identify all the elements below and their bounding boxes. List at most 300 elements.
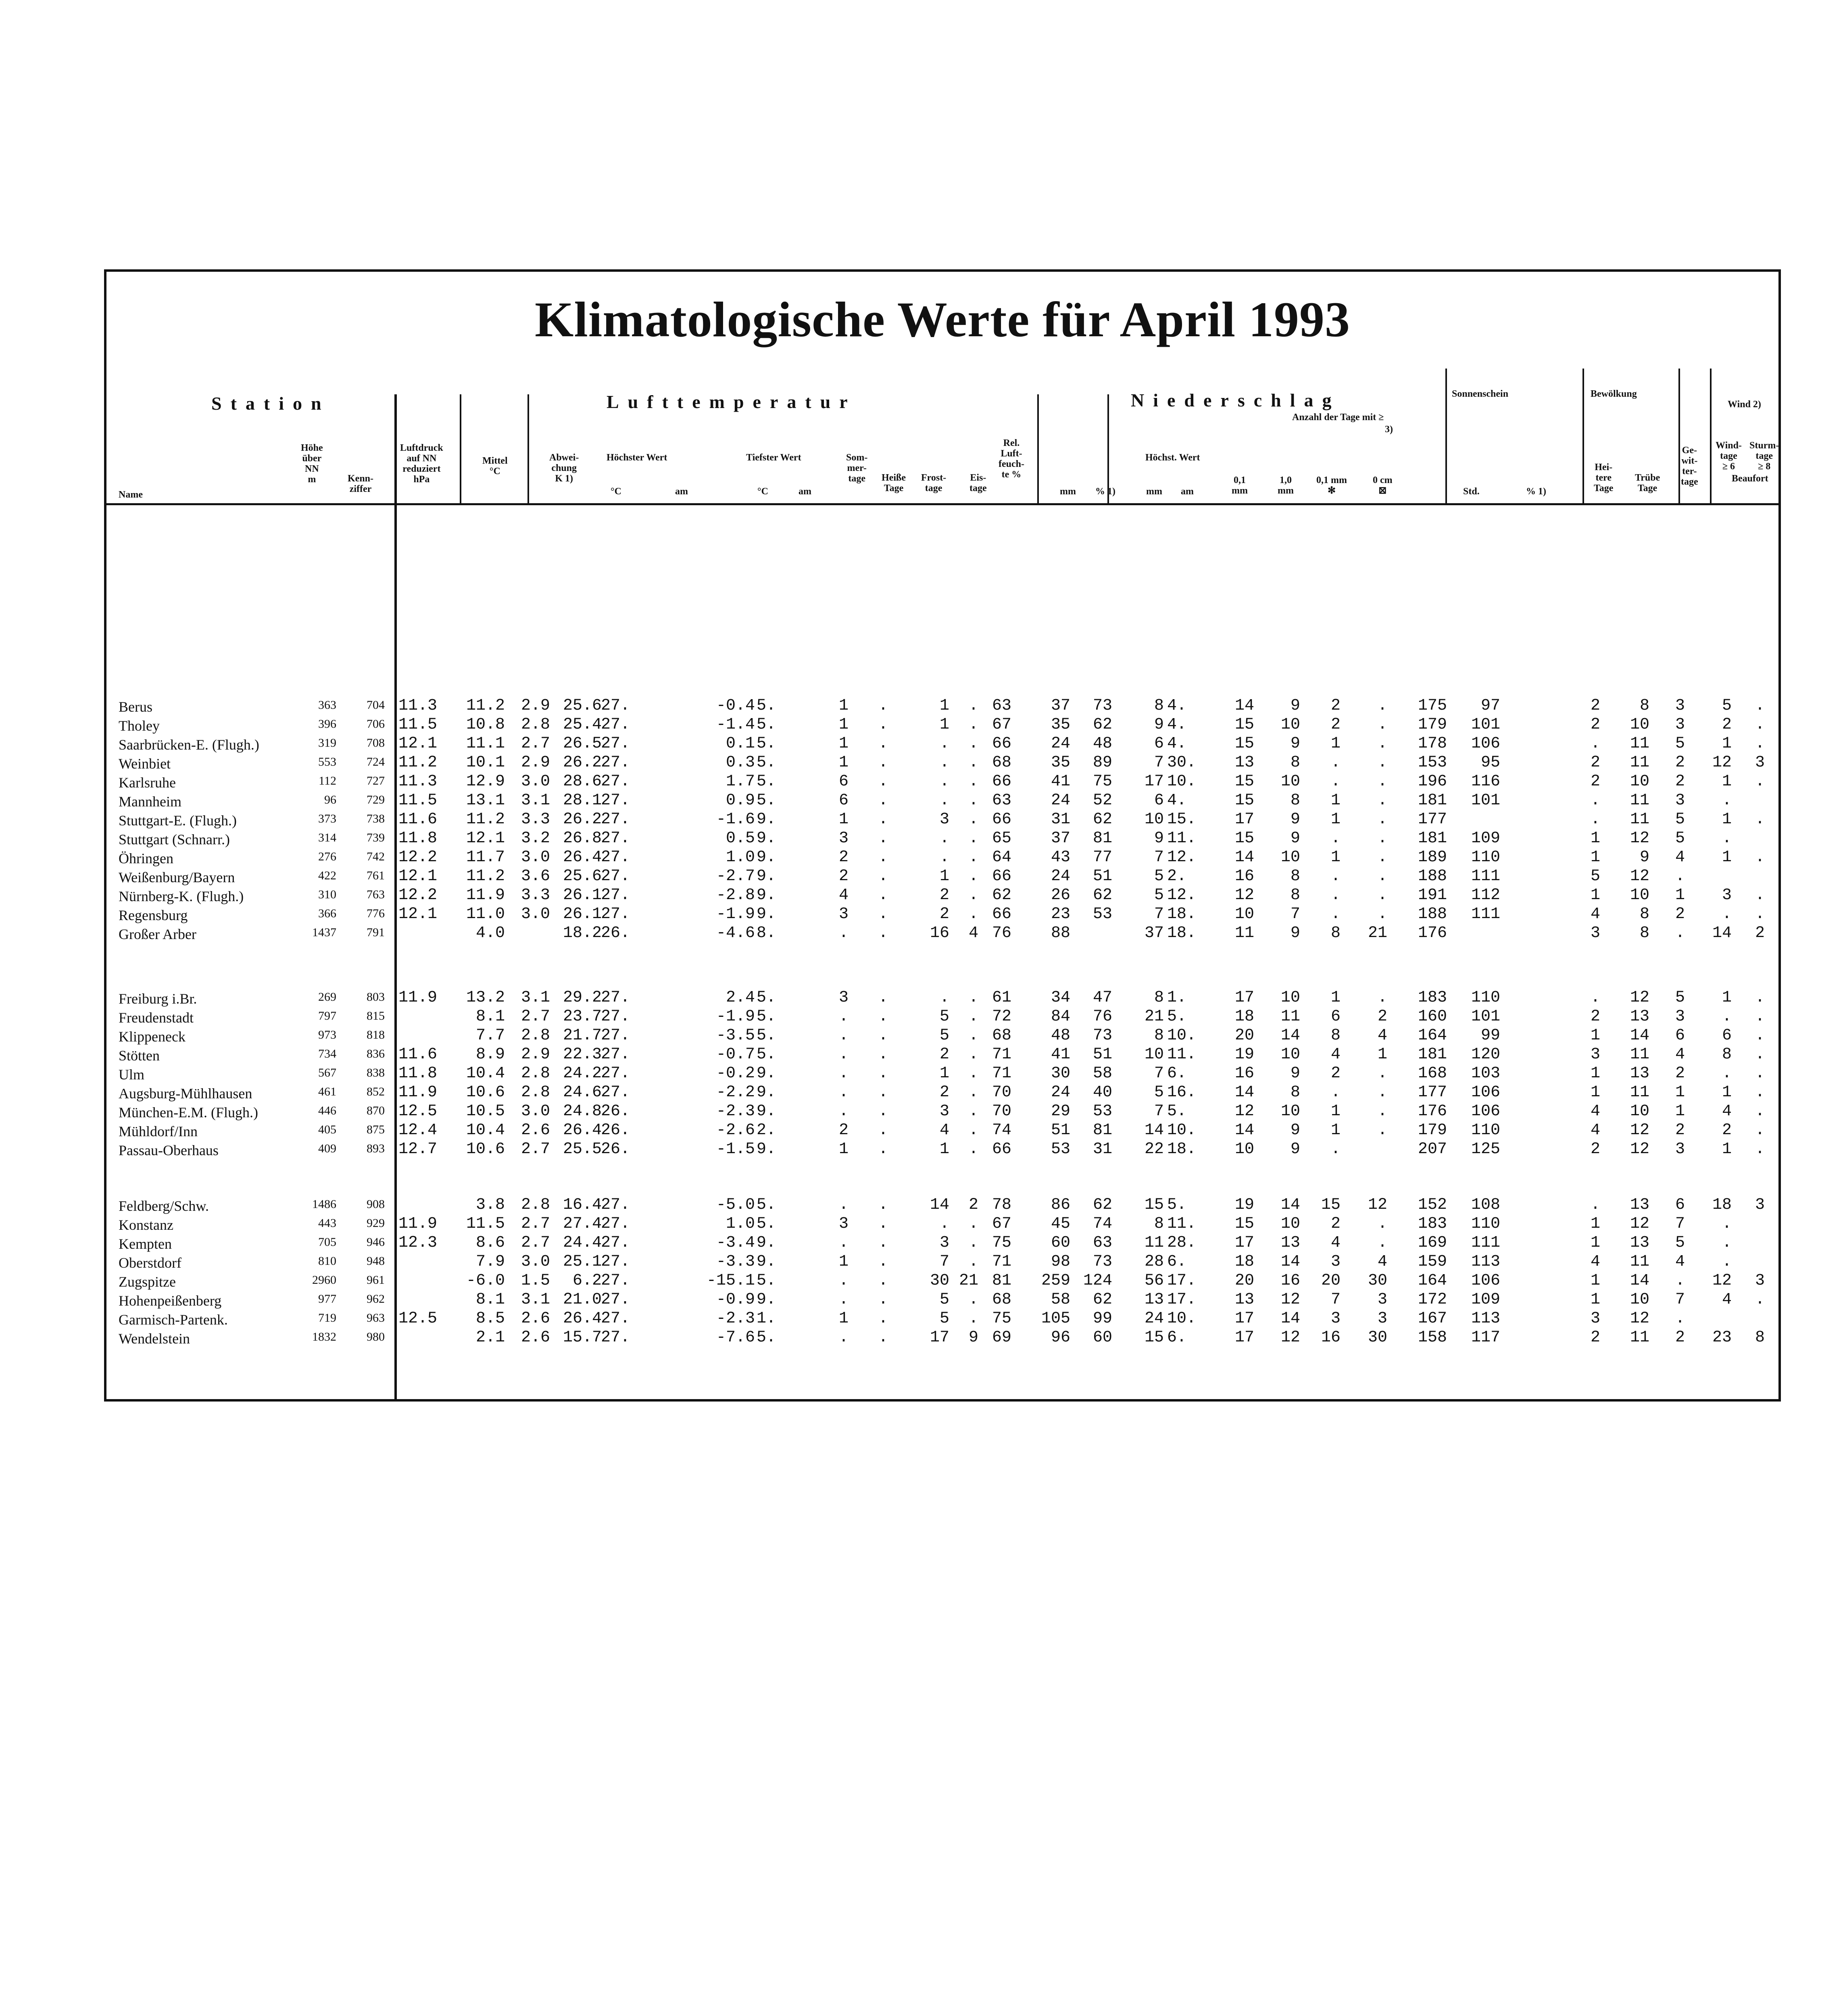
cell-rx: 5	[1154, 1083, 1164, 1102]
cell-sp: 112	[1471, 886, 1500, 904]
cell-rd: 12.	[1167, 886, 1197, 904]
cell-td: 5.	[757, 1196, 776, 1214]
cell-rd: 10.	[1167, 1310, 1197, 1328]
cell-rf: 63	[992, 697, 1011, 715]
col-hoehe: Höhe über NN m	[301, 443, 323, 485]
cell-n4: .	[1377, 791, 1387, 810]
cell-m: -6.0	[466, 1272, 505, 1290]
cell-rp: 62	[1092, 716, 1112, 734]
cell-n1: 17	[1234, 1329, 1254, 1347]
cell-td: 9.	[757, 905, 776, 923]
cell-m: 8.1	[475, 1008, 505, 1026]
cell-s: .	[838, 1291, 849, 1309]
cell-n1: 17	[1234, 810, 1254, 829]
cell-tt: 13	[1630, 1064, 1649, 1083]
cell-n2: 12	[1280, 1291, 1300, 1309]
cell-n4: .	[1377, 773, 1387, 791]
cell-td: 2.	[757, 1121, 776, 1139]
cell-e: .	[968, 1310, 978, 1328]
cell-h: 705	[318, 1235, 336, 1249]
col-windtage: Wind- tage ≥ 6	[1716, 440, 1742, 472]
cell-s: 1	[838, 716, 849, 734]
cell-h: 112	[319, 774, 336, 787]
cell-r: 105	[1041, 1310, 1070, 1328]
cell-p: 11.8	[398, 829, 437, 848]
station-name: Kempten	[119, 1236, 172, 1252]
cell-m: 12.1	[466, 829, 505, 848]
cell-ht: 1	[1590, 1083, 1600, 1102]
cell-hd: 27.	[601, 1196, 630, 1214]
cell-sp: 111	[1471, 867, 1500, 885]
cell-ss: 207	[1418, 1140, 1447, 1158]
cell-he: .	[878, 1064, 888, 1083]
cell-tn: -15.1	[706, 1272, 755, 1290]
cell-f: 16	[930, 924, 949, 942]
cell-rp: 53	[1092, 1102, 1112, 1120]
cell-tn: 1.0	[726, 848, 755, 866]
cell-st: 8	[1755, 1329, 1765, 1347]
cell-hd: 27.	[601, 886, 630, 904]
cell-p: 11.9	[398, 989, 437, 1007]
cell-s: .	[838, 1045, 849, 1064]
cell-n1: 18	[1234, 1253, 1254, 1271]
cell-n4: .	[1377, 1102, 1387, 1120]
cell-tn: -2.3	[716, 1310, 755, 1328]
cell-n3: 1	[1330, 735, 1341, 753]
cell-n1: 17	[1234, 1310, 1254, 1328]
cell-n3: 4	[1330, 1045, 1341, 1064]
cell-rx: 9	[1154, 829, 1164, 848]
cell-n4: 30	[1368, 1272, 1387, 1290]
cell-n1: 16	[1234, 1064, 1254, 1083]
cell-td: 5.	[757, 989, 776, 1007]
cell-rp: 62	[1092, 886, 1112, 904]
cell-m: 2.1	[475, 1329, 505, 1347]
cell-hx: 26.5	[563, 735, 602, 753]
cell-tt: 12	[1630, 1215, 1649, 1233]
col-name: Name	[119, 489, 143, 500]
cell-r: 34	[1051, 989, 1070, 1007]
cell-k: 763	[367, 888, 385, 901]
cell-tn: 0.5	[726, 829, 755, 848]
cell-he: .	[878, 989, 888, 1007]
cell-e: .	[968, 1140, 978, 1158]
cell-sp: 109	[1471, 829, 1500, 848]
cell-rd: 5.	[1167, 1102, 1187, 1120]
cell-rp: 53	[1092, 905, 1112, 923]
cell-n1: 15	[1234, 1215, 1254, 1233]
cell-tn: -3.5	[716, 1027, 755, 1045]
cell-gt: 1	[1675, 1102, 1685, 1120]
table-row	[106, 989, 1778, 1008]
cell-k: 870	[367, 1104, 385, 1117]
cell-s: 4	[838, 886, 849, 904]
cell-r: 37	[1051, 829, 1070, 848]
cell-sp: 113	[1471, 1253, 1500, 1271]
cell-wt: 12	[1712, 1272, 1732, 1290]
cell-ss: 152	[1418, 1196, 1447, 1214]
cell-h: 276	[318, 850, 336, 863]
cell-hd: 27.	[601, 905, 630, 923]
cell-m: 7.7	[475, 1027, 505, 1045]
cell-r: 51	[1051, 1121, 1070, 1139]
cell-ht: 2	[1590, 1140, 1600, 1158]
cell-tt: 11	[1630, 1045, 1649, 1064]
cell-rf: 66	[992, 735, 1011, 753]
cell-h: 810	[318, 1254, 336, 1268]
station-name: Weißenburg/Bayern	[119, 869, 235, 885]
col-rel-feuchte: Rel. Luft- feuch- te %	[999, 438, 1024, 480]
cell-a: 2.6	[521, 1329, 550, 1347]
cell-e: .	[968, 1083, 978, 1102]
cell-m: 10.1	[466, 754, 505, 772]
cell-ss: 169	[1418, 1234, 1447, 1252]
cell-td: 9.	[757, 886, 776, 904]
station-name: Konstanz	[119, 1217, 173, 1233]
cell-k: 776	[367, 907, 385, 920]
cell-rx: 7	[1154, 754, 1164, 772]
cell-f: 1	[939, 867, 949, 885]
cell-r: 30	[1051, 1064, 1070, 1083]
cell-n4: .	[1377, 735, 1387, 753]
cell-n3: .	[1330, 1083, 1341, 1102]
cell-wt: 1	[1722, 848, 1732, 866]
cell-k: 803	[367, 990, 385, 1004]
cell-ss: 179	[1418, 716, 1447, 734]
cell-rp: 60	[1092, 1329, 1112, 1347]
cell-e: .	[968, 791, 978, 810]
cell-a: 2.9	[521, 697, 550, 715]
cell-he: .	[878, 810, 888, 829]
cell-gt: 1	[1675, 1083, 1685, 1102]
cell-f: 14	[930, 1196, 949, 1214]
cell-td: 5.	[757, 791, 776, 810]
cell-sp: 95	[1480, 754, 1500, 772]
cell-hx: 28.6	[563, 773, 602, 791]
cell-wt: 23	[1712, 1329, 1732, 1347]
cell-s: .	[838, 1272, 849, 1290]
cell-n1: 10	[1234, 1140, 1254, 1158]
cell-a: 2.9	[521, 1045, 550, 1064]
niederschlag-group-heading: Niederschlag	[1131, 390, 1341, 410]
cell-ss: 153	[1418, 754, 1447, 772]
cell-hd: 27.	[601, 697, 630, 715]
cell-gt: 2	[1675, 773, 1685, 791]
station-name: Passau-Oberhaus	[119, 1142, 219, 1158]
cell-s: 6	[838, 791, 849, 810]
cell-h: 363	[318, 698, 336, 712]
cell-hd: 26.	[601, 924, 630, 942]
cell-ss: 196	[1418, 773, 1447, 791]
cell-td: 9.	[757, 1083, 776, 1102]
cell-hx: 26.1	[563, 886, 602, 904]
cell-hd: 27.	[601, 1008, 630, 1026]
cell-rp: 52	[1092, 791, 1112, 810]
cell-a: 2.7	[521, 735, 550, 753]
cell-wt: 1	[1722, 1083, 1732, 1102]
cell-ht: .	[1590, 989, 1600, 1007]
cell-hd: 27.	[601, 754, 630, 772]
cell-hd: 27.	[601, 1272, 630, 1290]
cell-hx: 25.6	[563, 867, 602, 885]
cell-m: 11.5	[466, 1215, 505, 1233]
cell-rx: 8	[1154, 989, 1164, 1007]
station-name: Großer Arber	[119, 926, 196, 942]
cell-rd: 17.	[1167, 1291, 1197, 1309]
cell-e: 2	[968, 1196, 978, 1214]
cell-sp: 101	[1471, 716, 1500, 734]
cell-ht: 1	[1590, 829, 1600, 848]
cell-k: 738	[367, 812, 385, 825]
cell-wt: 3	[1722, 886, 1732, 904]
cell-a: 2.6	[521, 1121, 550, 1139]
cell-ht: 1	[1590, 848, 1600, 866]
table-row	[106, 1215, 1778, 1234]
cell-hx: 26.8	[563, 829, 602, 848]
cell-h: 1832	[312, 1330, 336, 1343]
cell-r: 53	[1051, 1140, 1070, 1158]
cell-rp: 77	[1092, 848, 1112, 866]
cell-rf: 67	[992, 1215, 1011, 1233]
cell-gt: 5	[1675, 735, 1685, 753]
cell-s: 1	[838, 735, 849, 753]
cell-sp: 125	[1471, 1140, 1500, 1158]
cell-td: 5.	[757, 1027, 776, 1045]
cell-hd: 27.	[601, 791, 630, 810]
cell-n1: 15	[1234, 716, 1254, 734]
cell-r: 37	[1051, 697, 1070, 715]
cell-gt: 2	[1675, 1121, 1685, 1139]
col-heitere-tage: Hei- tere Tage	[1594, 462, 1614, 494]
cell-k: 739	[367, 831, 385, 844]
cell-ht: 1	[1590, 1064, 1600, 1083]
cell-h: 310	[318, 888, 336, 901]
cell-he: .	[878, 867, 888, 885]
cell-wt: 6	[1722, 1027, 1732, 1045]
cell-m: 10.6	[466, 1083, 505, 1102]
station-name: Augsburg-Mühlhausen	[119, 1085, 252, 1102]
table-row	[106, 905, 1778, 925]
cell-s: .	[838, 1102, 849, 1120]
cell-e: .	[968, 1121, 978, 1139]
cell-n4: .	[1377, 716, 1387, 734]
cell-ht: 4	[1590, 1102, 1600, 1120]
cell-m: 12.9	[466, 773, 505, 791]
cell-n3: 2	[1330, 1215, 1341, 1233]
cell-n3: 1	[1330, 1121, 1341, 1139]
cell-gt: 5	[1675, 810, 1685, 829]
cell-m: 11.0	[466, 905, 505, 923]
cell-h: 734	[318, 1047, 336, 1060]
cell-rf: 64	[992, 848, 1011, 866]
cell-rx: 8	[1154, 1215, 1164, 1233]
cell-rf: 63	[992, 791, 1011, 810]
cell-n1: 13	[1234, 1291, 1254, 1309]
cell-r: 24	[1051, 791, 1070, 810]
cell-ht: 2	[1590, 716, 1600, 734]
cell-ht: 4	[1590, 1121, 1600, 1139]
col-hoechster-wert: Höchster Wert	[607, 452, 667, 463]
cell-h: 977	[318, 1292, 336, 1306]
cell-hx: 26.4	[563, 1310, 602, 1328]
cell-hd: 27.	[601, 716, 630, 734]
cell-n1: 14	[1234, 697, 1254, 715]
cell-n2: 12	[1280, 1329, 1300, 1347]
cell-rp: 99	[1092, 1310, 1112, 1328]
cell-n3: .	[1330, 905, 1341, 923]
col-ns-pct: % 1)	[1095, 486, 1115, 497]
cell-ht: 3	[1590, 924, 1600, 942]
cell-ss: 177	[1418, 810, 1447, 829]
cell-s: .	[838, 1083, 849, 1102]
cell-rf: 75	[992, 1310, 1011, 1328]
cell-rd: 6.	[1167, 1253, 1187, 1271]
cell-tt: 12	[1630, 1121, 1649, 1139]
cell-td: 1.	[757, 1310, 776, 1328]
cell-ht: 1	[1590, 1234, 1600, 1252]
cell-tn: 0.9	[726, 791, 755, 810]
cell-rf: 68	[992, 1291, 1011, 1309]
cell-wt: .	[1722, 905, 1732, 923]
cell-f: 2	[939, 905, 949, 923]
cell-m: 8.6	[475, 1234, 505, 1252]
cell-h: 1486	[312, 1198, 336, 1211]
station-name: Regensburg	[119, 907, 188, 923]
col-t01-snow: 0,1 mm ✻	[1316, 475, 1347, 496]
cell-hd: 27.	[601, 1215, 630, 1233]
cell-he: .	[878, 1045, 888, 1064]
table-row	[106, 1027, 1778, 1046]
cell-n3: 1	[1330, 1102, 1341, 1120]
cell-rx: 24	[1144, 1310, 1164, 1328]
station-name: Freiburg i.Br.	[119, 991, 197, 1007]
cell-wt: 14	[1712, 924, 1732, 942]
cell-tt: 13	[1630, 1234, 1649, 1252]
cell-rx: 6	[1154, 735, 1164, 753]
cell-rx: 11	[1144, 1234, 1164, 1252]
wind-heading: Wind 2)	[1728, 399, 1761, 410]
cell-he: .	[878, 905, 888, 923]
cell-rx: 56	[1144, 1272, 1164, 1290]
cell-n1: 20	[1234, 1027, 1254, 1045]
cell-gt: 3	[1675, 791, 1685, 810]
cell-m: 10.4	[466, 1064, 505, 1083]
col-hoechster-am: am	[675, 486, 688, 497]
cell-n3: .	[1330, 867, 1341, 885]
cell-wt: 4	[1722, 1291, 1732, 1309]
station-name: Ulm	[119, 1066, 145, 1083]
cell-tt: 11	[1630, 810, 1649, 829]
cell-gt: 5	[1675, 989, 1685, 1007]
cell-s: 1	[838, 697, 849, 715]
col-sonne-pct: % 1)	[1526, 486, 1546, 497]
cell-e: .	[968, 716, 978, 734]
cell-rf: 70	[992, 1083, 1011, 1102]
cell-s: 1	[838, 1140, 849, 1158]
cell-sp: 106	[1471, 1272, 1500, 1290]
cell-tn: -2.8	[716, 886, 755, 904]
cell-wt: .	[1722, 1008, 1732, 1026]
cell-n3: 3	[1330, 1253, 1341, 1271]
cell-k: 908	[367, 1198, 385, 1211]
cell-rd: 11.	[1167, 1045, 1197, 1064]
cell-st: 3	[1755, 1272, 1765, 1290]
cell-st: 3	[1755, 1196, 1765, 1214]
cell-n2: 9	[1290, 829, 1300, 848]
cell-ss: 177	[1418, 1083, 1447, 1102]
cell-m: 8.9	[475, 1045, 505, 1064]
cell-tn: -1.9	[716, 1008, 755, 1026]
cell-ss: 159	[1418, 1253, 1447, 1271]
cell-e: .	[968, 810, 978, 829]
cell-m: 11.2	[466, 697, 505, 715]
cell-tn: 1.0	[726, 1215, 755, 1233]
cell-m: 10.5	[466, 1102, 505, 1120]
cell-h: 409	[318, 1142, 336, 1155]
cell-rx: 22	[1144, 1140, 1164, 1158]
table-row	[106, 1083, 1778, 1103]
cell-ss: 167	[1418, 1310, 1447, 1328]
sonnenschein-heading: Sonnenschein	[1452, 389, 1509, 399]
cell-rd: 6.	[1167, 1329, 1187, 1347]
cell-n2: 10	[1280, 716, 1300, 734]
cell-s: .	[838, 1329, 849, 1347]
cell-wt: .	[1722, 829, 1732, 848]
station-name: Berus	[119, 699, 152, 715]
cell-tt: 11	[1630, 754, 1649, 772]
cell-hd: 27.	[601, 1234, 630, 1252]
cell-td: 5.	[757, 1329, 776, 1347]
col-frosttage: Frost- tage	[921, 473, 947, 494]
cell-rf: 69	[992, 1329, 1011, 1347]
cell-s: 2	[838, 1121, 849, 1139]
cell-he: .	[878, 1310, 888, 1328]
cell-tt: 14	[1630, 1272, 1649, 1290]
cell-n1: 15	[1234, 829, 1254, 848]
table-row	[106, 1045, 1778, 1065]
cell-h: 422	[318, 869, 336, 882]
cell-e: .	[968, 1253, 978, 1271]
cell-sp: 101	[1471, 1008, 1500, 1026]
cell-a: 2.7	[521, 1140, 550, 1158]
cell-p: 11.6	[398, 1045, 437, 1064]
cell-ss: 172	[1418, 1291, 1447, 1309]
cell-s: .	[838, 1008, 849, 1026]
col-tiefster-wert: Tiefster Wert	[746, 452, 801, 463]
cell-rx: 7	[1154, 905, 1164, 923]
cell-n2: 16	[1280, 1272, 1300, 1290]
cell-ss: 183	[1418, 1215, 1447, 1233]
cell-m: 10.6	[466, 1140, 505, 1158]
cell-s: 1	[838, 1310, 849, 1328]
cell-st: .	[1755, 1045, 1765, 1064]
cell-n3: 1	[1330, 791, 1341, 810]
cell-wt: 12	[1712, 754, 1732, 772]
col-hw-mm: mm	[1146, 486, 1162, 497]
cell-tn: -4.6	[716, 924, 755, 942]
cell-f: 5	[939, 1291, 949, 1309]
col-eistage: Eis- tage	[969, 473, 987, 494]
cell-n1: 19	[1234, 1045, 1254, 1064]
cell-he: .	[878, 886, 888, 904]
cell-rd: 30.	[1167, 754, 1197, 772]
cell-ht: 2	[1590, 754, 1600, 772]
cell-td: 5.	[757, 773, 776, 791]
bewoelkung-heading: Bewölkung	[1591, 389, 1637, 399]
cell-rf: 65	[992, 829, 1011, 848]
cell-a: 3.0	[521, 1253, 550, 1271]
cell-rf: 74	[992, 1121, 1011, 1139]
